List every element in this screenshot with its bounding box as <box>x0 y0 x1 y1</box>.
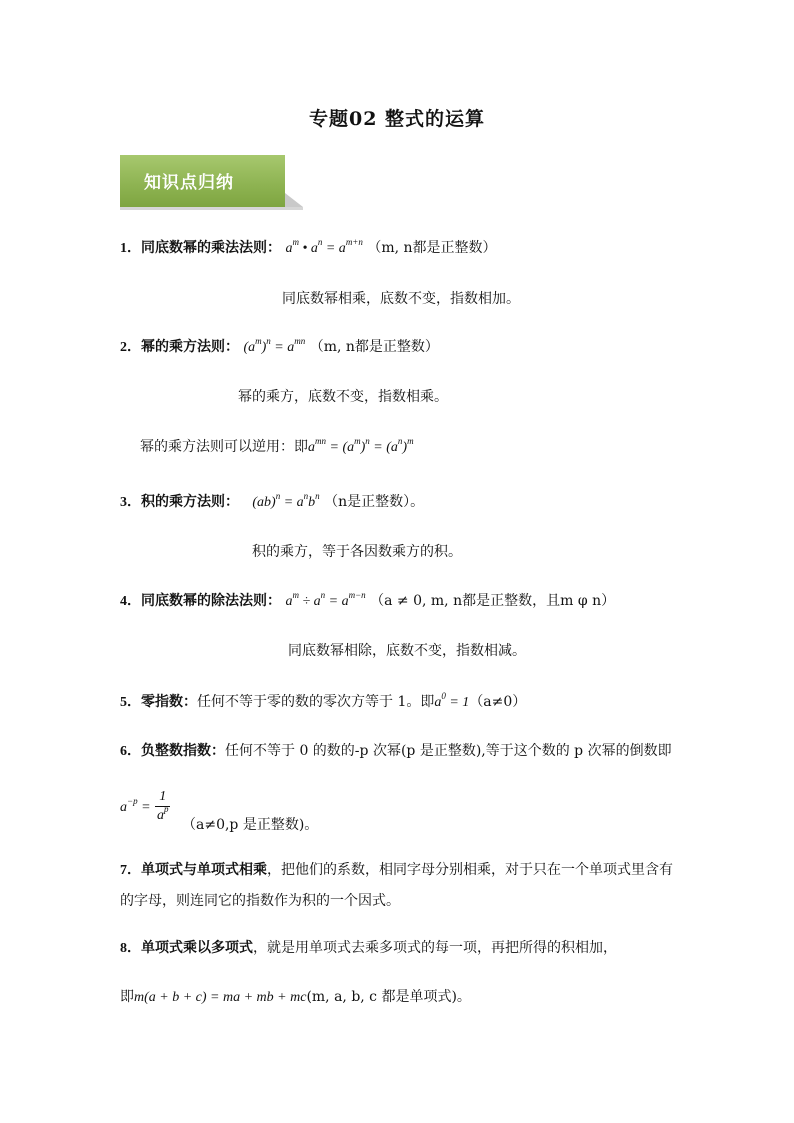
rule-number: 4． <box>120 594 141 609</box>
rule-formula: $a^0 = 1$ <box>434 691 470 710</box>
rule-2-explain: 幂的乘方，底数不变，指数相乘。 <box>238 389 448 405</box>
rule-label: 单项式乘以多项式 <box>141 940 253 956</box>
fraction-denominator: $a^p$ <box>156 804 169 823</box>
rule-note: （m, n都是正整数） <box>367 240 497 256</box>
rule-5 <box>120 692 526 713</box>
rule-1 <box>120 238 497 259</box>
rule-label: 负整数指数： <box>141 743 225 759</box>
rule-formula-left: $a^{-p}$ = <box>120 795 151 815</box>
rule-4 <box>120 591 615 612</box>
rule-number: 3． <box>120 495 141 510</box>
rule-formula: $(ab)^n = a^nb^n$ <box>252 491 320 510</box>
rule-2-extra <box>140 437 414 458</box>
rule-8-formula <box>120 987 471 1008</box>
rule-extra-formula: $a^{mn} = (a^m)^n = (a^n)^m$ <box>308 436 414 455</box>
rule-6-note: （a≠0,p 是正整数)。 <box>182 817 319 833</box>
rule-note: (m, a, b, c 都是单项式)。 <box>306 989 471 1005</box>
rule-label: 零指数： <box>141 694 197 710</box>
rule-note: （a≠0） <box>469 694 527 710</box>
rule-number: 6． <box>120 744 141 759</box>
rule-extra-prefix: 幂的乘方法则可以逆用：即 <box>140 439 308 455</box>
rule-label: 同底数幂的乘法法则： <box>141 240 281 256</box>
rule-prefix: 即 <box>120 989 134 1005</box>
banner-label: 知识点归纳 <box>144 173 234 193</box>
rule-note: （a ≠ 0, m, n都是正整数，且m φ n） <box>370 593 616 609</box>
rule-number: 2． <box>120 340 141 355</box>
rule-number: 8． <box>120 941 141 956</box>
rule-text: 任何不等于 0 的数的-p 次幂(p 是正整数),等于这个数的 p 次幂的倒数即 <box>225 743 672 759</box>
rule-7-cont: 的字母，则连同它的指数作为积的一个因式。 <box>120 893 400 909</box>
rule-7 <box>120 860 673 881</box>
rule-6-formula <box>120 788 170 825</box>
rule-label: 同底数幂的除法法则： <box>141 593 281 609</box>
rule-3-explain: 积的乘方，等于各因数乘方的积。 <box>252 544 462 560</box>
rule-text: 任何不等于零的数的零次方等于 1。即 <box>197 694 435 710</box>
rule-3 <box>120 492 424 513</box>
rule-label: 幂的乘方法则： <box>141 339 239 355</box>
section-banner <box>120 155 285 207</box>
rule-label: 积的乘方法则： <box>141 494 239 510</box>
rule-label: 单项式与单项式相乘 <box>141 862 267 878</box>
rule-formula: $(a^m)^n = a^{mn}$ <box>243 336 306 355</box>
banner-fold <box>285 193 303 207</box>
rule-2 <box>120 337 439 358</box>
rule-8 <box>120 938 617 959</box>
rule-number: 7． <box>120 863 141 878</box>
fraction-numerator: 1 <box>155 788 171 807</box>
rule-note: （m, n都是正整数） <box>309 339 439 355</box>
rule-formula: m(a + b + c) = ma + mb + mc <box>134 990 307 1005</box>
rule-text: ，把他们的系数，相同字母分别相乘，对于只在一个单项式里含有 <box>267 862 673 878</box>
rule-note: （n是正整数）。 <box>324 494 425 510</box>
rule-6 <box>120 741 672 762</box>
rule-number: 1． <box>120 241 141 256</box>
rule-text: ，就是用单项式去乘多项式的每一项，再把所得的积相加， <box>253 940 617 956</box>
rule-formula: $a^m$ • $a^n = a^{m+n}$ <box>285 237 363 256</box>
rule-number: 5． <box>120 695 141 710</box>
fraction <box>155 788 171 825</box>
banner-shadow <box>120 207 303 210</box>
rule-formula: $a^m \div a^n = a^{m-n}$ <box>285 590 366 609</box>
rule-1-explain: 同底数幂相乘，底数不变，指数相加。 <box>282 291 520 307</box>
rule-4-explain: 同底数幂相除，底数不变，指数相减。 <box>288 643 526 659</box>
page-title: 专题02 整式的运算 <box>308 108 486 130</box>
